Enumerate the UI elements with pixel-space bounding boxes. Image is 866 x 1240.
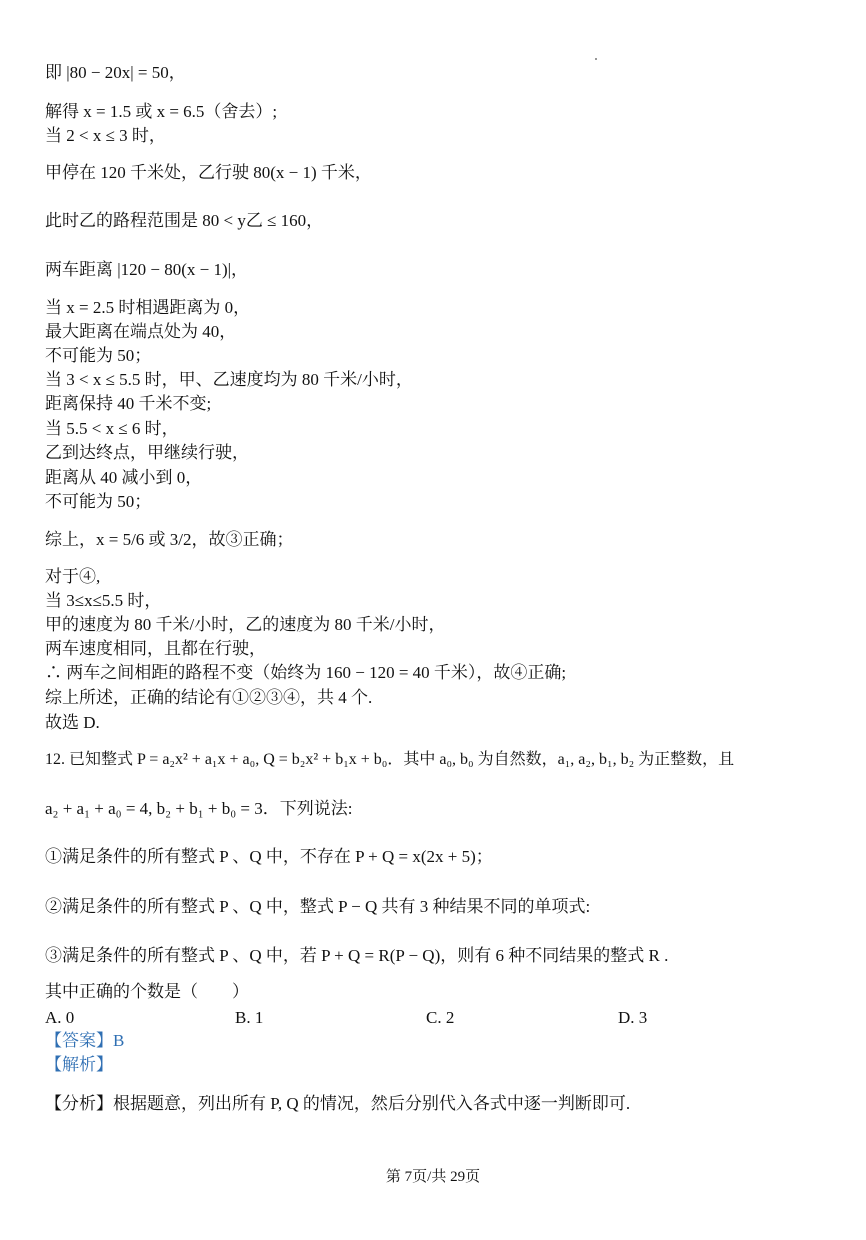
text-line: 解得 x = 1.5 或 x = 6.5（舍去）; (45, 102, 278, 121)
statement-2: ②满足条件的所有整式 P 、Q 中，整式 P − Q 共有 3 种结果不同的单项式: (45, 897, 591, 916)
question-prompt: 其中正确的个数是（ ） (45, 982, 249, 1001)
text-line: 此时乙的路程范围是 80 < y乙 ≤ 160， (45, 211, 324, 230)
text-line: 最大距离在端点处为 40， (45, 322, 237, 341)
speck (595, 58, 597, 60)
text-line: 乙到达终点，甲继续行驶， (45, 443, 249, 462)
text-line: 距离从 40 减小到 0， (45, 468, 203, 487)
text-line: 当 3 < x ≤ 5.5 时，甲、乙速度均为 80 千米/小时， (45, 370, 413, 389)
text-line: 不可能为 50； (45, 492, 152, 511)
option-d: D. 3 (618, 1008, 648, 1027)
text-line: 甲停在 120 千米处，乙行驶 80(x − 1) 千米， (45, 163, 372, 182)
text-line: 当 5.5 < x ≤ 6 时， (45, 419, 179, 438)
text-line: 不可能为 50； (45, 346, 152, 365)
analysis-line: 【分析】根据题意，列出所有 P, Q 的情况，然后分别代入各式中逐一判断即可. (45, 1094, 631, 1113)
option-b: B. 1 (235, 1008, 264, 1027)
text-line: 综上所述，正确的结论有①②③④，共 4 个. (45, 688, 373, 707)
text-line: 对于④, (45, 567, 101, 586)
option-a: A. 0 (45, 1008, 75, 1027)
answer-line: 【答案】B (45, 1031, 125, 1050)
text-line: 甲的速度为 80 千米/小时，乙的速度为 80 千米/小时， (45, 615, 446, 634)
statement-1: ①满足条件的所有整式 P 、Q 中，不存在 P + Q = x(2x + 5)； (45, 847, 493, 866)
statement-3: ③满足条件的所有整式 P 、Q 中，若 P + Q = R(P − Q)，则有 6 种不同结果的整式 R . (45, 946, 669, 965)
text-line: 两车距离 |120 − 80(x − 1)|， (45, 260, 249, 279)
text-line: 综上，x = 5/6 或 3/2，故③正确； (45, 530, 294, 549)
text-line: ∴ 两车之间相距的路程不变（始终为 160 − 120 = 40 千米），故④正确; (45, 663, 567, 682)
analysis-tag: 【解析】 (45, 1055, 113, 1074)
question-condition: a₂ + a₁ + a₀ = 4, b₂ + b₁ + b₀ = 3．下列说法: (45, 799, 353, 818)
text-line: 当 x = 2.5 时相遇距离为 0， (45, 298, 251, 317)
text-line: 故选 D. (45, 713, 100, 732)
text-line: 当 3≤x≤5.5 时， (45, 591, 162, 610)
question-stem: 12. 已知整式 P = a₂x² + a₁x + a₀, Q = b₂x² + b₁x + b₀．其中 a₀, b₀ 为自然数，a₁, a₂, b₁, b₂ 为正整数，且 (45, 751, 735, 768)
option-c: C. 2 (426, 1008, 455, 1027)
text-line: 两车速度相同，且都在行驶， (45, 639, 266, 658)
page-footer: 第 7页/共 29页 (385, 1169, 481, 1185)
text-line: 距离保持 40 千米不变; (45, 394, 212, 413)
text-line: 当 2 < x ≤ 3 时， (45, 126, 166, 145)
text-line: 即 |80 − 20x| = 50， (45, 63, 186, 82)
